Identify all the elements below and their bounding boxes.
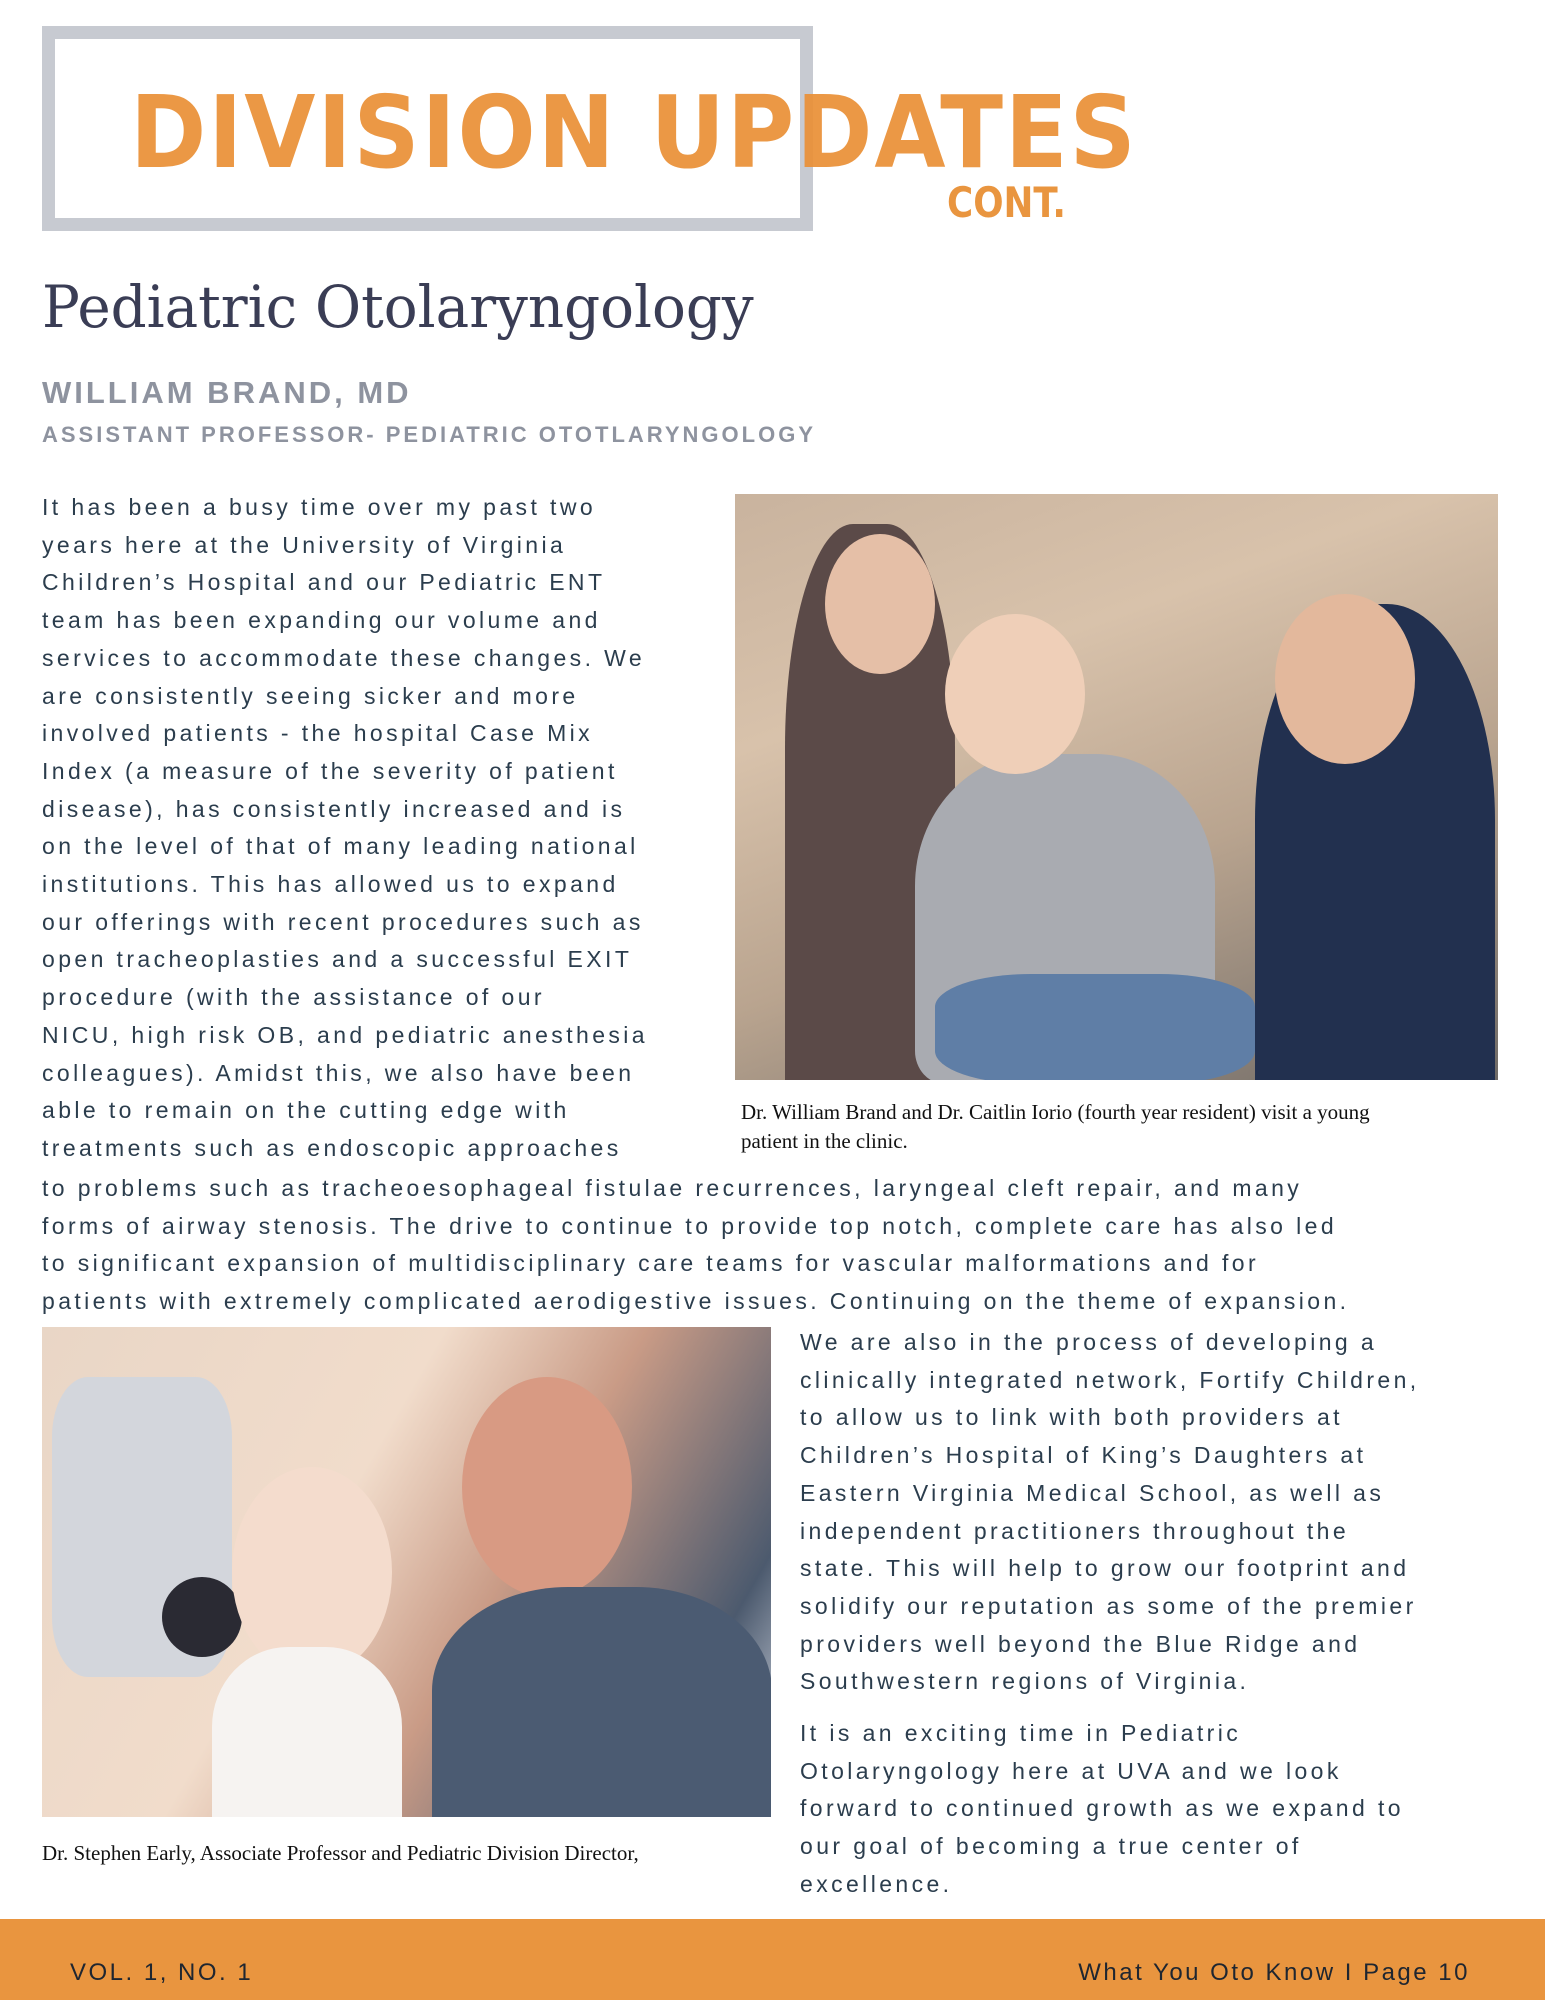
text-line: our offerings with recent procedures such as <box>42 908 644 935</box>
text-line: team has been expanding our volume and <box>42 607 601 634</box>
photo1-caption <box>741 1098 1370 1156</box>
text-line: independent practitioners throughout the <box>800 1517 1350 1544</box>
text-line: It has been a busy time over my past two <box>42 494 597 520</box>
caption-line: Dr. William Brand and Dr. Caitlin Iorio (fourth year resident) visit a young <box>741 1100 1370 1124</box>
text-line: to significant expansion of multidisciplinary care teams for vascular malformations and for <box>42 1250 1260 1277</box>
author-role: ASSISTANT PROFESSOR- PEDIATRIC OTOTLARYNGOLOGY <box>42 422 816 447</box>
text-line: Index (a measure of the severity of patient <box>42 757 618 784</box>
header-subtitle: CONT. <box>947 178 1066 227</box>
photo2-caption: Dr. Stephen Early, Associate Professor and Pediatric Division Director, <box>42 1841 639 1865</box>
caption-line: patient in the clinic. <box>741 1129 908 1153</box>
text-line: Children’s Hospital and our Pediatric ENT <box>42 569 606 596</box>
issue-number: VOL. 1, NO. 1 <box>70 1959 254 1986</box>
text-line: excellence. <box>800 1870 953 1897</box>
text-line: on the level of that of many leading national <box>42 833 639 860</box>
photo-clinic-visit <box>735 494 1498 1080</box>
text-line: to problems such as tracheoesophageal fistulae recurrences, laryngeal cleft repair, and many <box>42 1175 1303 1201</box>
text-line: forward to continued growth as we expand to <box>800 1795 1404 1822</box>
header-title: DIVISION UPDATES <box>130 74 1138 191</box>
text-line: clinically integrated network, Fortify Children, <box>800 1366 1420 1393</box>
body-right-paragraph-2 <box>800 1715 1404 1904</box>
text-line: patients with extremely complicated aerodigestive issues. Continuing on the theme of expansion. <box>42 1288 1350 1315</box>
text-line: state. This will help to grow our footprint and <box>800 1555 1410 1582</box>
section-title: Pediatric Otolaryngology <box>42 273 754 341</box>
text-line: procedure (with the assistance of our <box>42 984 545 1011</box>
text-line: services to accommodate these changes. We <box>42 644 646 671</box>
text-line: Eastern Virginia Medical School, as well as <box>800 1479 1385 1506</box>
text-line: are consistently seeing sicker and more <box>42 682 579 709</box>
text-line: Southwestern regions of Virginia. <box>800 1668 1250 1695</box>
text-line: It is an exciting time in Pediatric <box>800 1720 1242 1746</box>
footer-bar <box>0 1919 1545 2000</box>
text-line: years here at the University of Virginia <box>42 531 567 558</box>
text-line: We are also in the process of developing a <box>800 1329 1378 1355</box>
text-line: our goal of becoming a true center of <box>800 1833 1302 1860</box>
text-line: providers well beyond the Blue Ridge and <box>800 1630 1361 1657</box>
text-line: able to remain on the cutting edge with <box>42 1097 570 1124</box>
body-right-paragraph-1 <box>800 1324 1420 1701</box>
body-full-width <box>42 1170 1349 1321</box>
text-line: open tracheoplasties and a successful EXIT <box>42 946 633 973</box>
text-line: NICU, high risk OB, and pediatric anesthesia <box>42 1021 648 1048</box>
photo-division-director <box>42 1327 771 1817</box>
text-line: institutions. This has allowed us to expand <box>42 871 619 898</box>
text-line: to allow us to link with both providers at <box>800 1404 1343 1431</box>
text-line: disease), has consistently increased and is <box>42 795 626 822</box>
text-line: involved patients - the hospital Case Mix <box>42 720 594 747</box>
page-label: What You Oto Know I Page 10 <box>1078 1959 1470 1986</box>
text-line: Children’s Hospital of King’s Daughters at <box>800 1442 1367 1469</box>
text-line: Otolaryngology here at UVA and we look <box>800 1757 1342 1784</box>
text-line: colleagues). Amidst this, we also have been <box>42 1059 635 1086</box>
text-line: solidify our reputation as some of the premier <box>800 1592 1417 1619</box>
body-left-column <box>42 489 648 1168</box>
author-name: WILLIAM BRAND, MD <box>42 375 412 410</box>
text-line: treatments such as endoscopic approaches <box>42 1134 622 1161</box>
text-line: forms of airway stenosis. The drive to continue to provide top notch, complete care has also led <box>42 1212 1338 1239</box>
